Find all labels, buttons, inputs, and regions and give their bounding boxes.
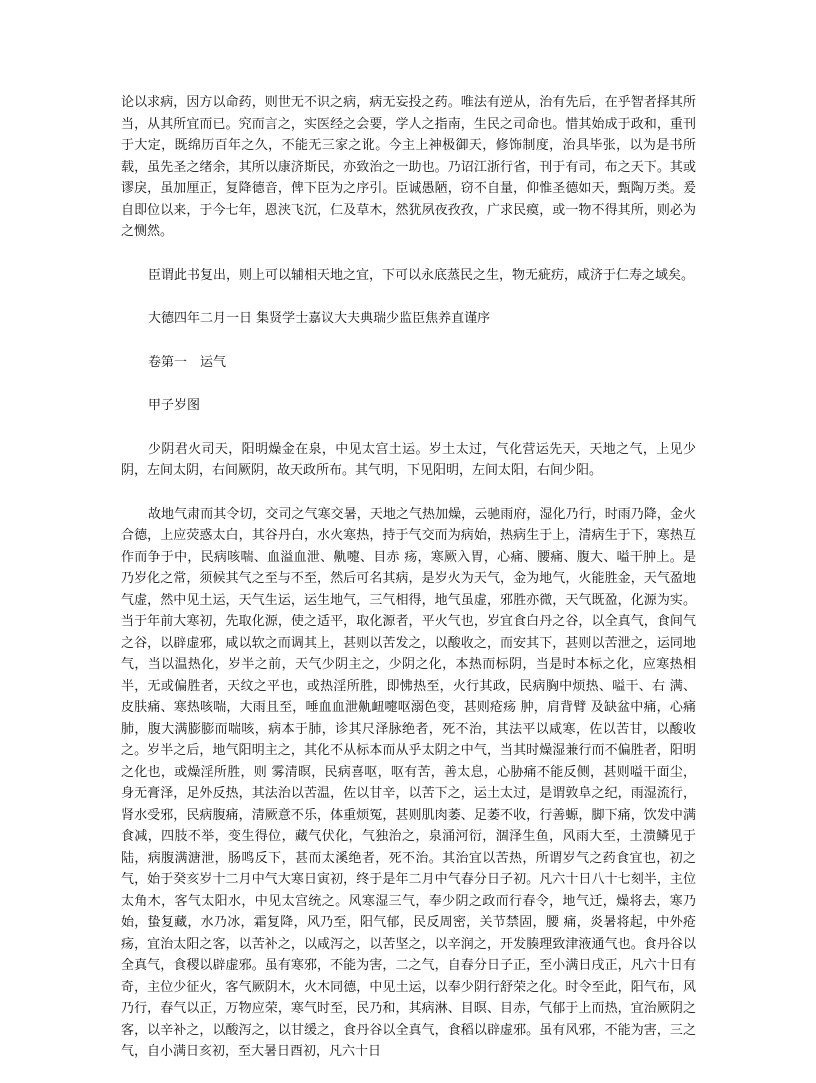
document-page bbox=[121, 92, 696, 1083]
preface-signature: 大德四年二月一日 集贤学士嘉议大夫典瑞少监臣焦养直谨序 bbox=[148, 311, 491, 326]
preface-conclusion: 臣谓此书复出，则上可以辅相天地之宜，下可以永底蒸民之生，物无疵疠，咸济于仁寿之域矣。 bbox=[148, 267, 695, 283]
body-paragraph-long: 故地气肃而其令切，交司之气寒交暑，天地之气热加燥，云驰雨府，湿化乃行，时雨乃降，金火合德，上应荧惑太白，其谷丹白，水火寒热，持于气交而为病始，热病生于上，清病生于下，寒热互作而争于中，民病咳喘、血溢血泄、鼽嚏、目赤 疡，寒厥入胃，心痛、腰痛、腹大、嗌干肿上。是乃岁化之常，须候其气之至与不至，然后可名其病，是岁火为天气，金为地气，火能胜金，天气盈地气虚，然中见土运，天气生运，运生地气，三气相得，地气虽虚，邪胜亦微，天气既盈，化源为实。当于年前大寒初，先取化源，使之适平，取化源者，平火气也，岁宜食白丹之谷，以全真气，食间气之谷，以辟虚邪，咸以软之而调其上，甚则以苦发之，以酸收之，而安其下，甚则以苦泄之，运同地气，当以温热化，岁半之前，天气少阴主之，少阴之化，本热而标阴，当是时本标之化，应寒热相半，无或偏胜者，天纹之平也，或热淫所胜，即怫热至，火行其政，民病胸中烦热、嗌干、右 满、皮肤痛、寒热咳喘，大雨且至，唾血血泄鼽衄嚏呕溺色变，甚则疮疡 肿，肩背臂 及缺盆中痛，心痛肺，腹大满膨膨而喘咳，病本于肺，诊其尺泽脉绝者，死不治，其法平以咸寒，佐以苦甘，以酸收之。岁半之后，地气阳明主之，其化不从标本而从乎太阴之中气，当其时燥湿兼行而不偏胜者，阳明之化也，或燥淫所胜，则 雾清暝，民病喜呕，呕有苦，善太息，心胁痛不能反侧，甚则嗌干面尘，身无膏泽，足外反热，其法治以苦温，佐以甘辛，以苦下之，运土太过，是谓敦阜之纪，雨湿流行，肾水受邪，民病腹痛，清厥意不乐，体重烦冤，甚则肌肉萎、足萎不收，行善螈，脚下痛，饮发中满食减，四肢不举，变生得位，藏气伏化，气独治之，泉涌河衍，涸泽生鱼，风雨大至，土溃鳞见于陆，病腹满溏泄，肠鸣反下，甚而太溪绝者，死不治。其治宜以苦热，所谓岁气之药食宜也，初之气，始于癸亥岁十二月中气大寒日寅初，终于是年二月中气春分日子初。凡六十日八十七刻半，主位太角木，客气太阳水，中见太宫统之。风寒湿三气，奉少阴之政而行春令，地气迁，燥将去，寒乃始，蛰复藏，水乃冰，霜复降，风乃至，阳气郁，民反周密，关节禁固，腰 痛，炎暑将起，中外疮疡，宜治太阳之客，以苦补之，以咸泻之，以苦坚之，以辛润之，开发腠理致津液通气也。食丹谷以全真气，食稷以辟虚邪。虽有寒邪，不能为害，二之气，自春分日子正，至小满日戌正，凡六十日有奇，主位少征火，客气厥阴木，火木同德，中见土运，以奉少阴行舒荣之化。时令至此，阳气布，风乃行，春气以正，万物应荣，寒气时至，民乃和，其病淋、目暝、目赤，气郁于上而热，宜治厥阴之客，以辛补之，以酸泻之，以甘缓之，食丹谷以全真气，食稻以辟虚邪。虽有风邪，不能为害，三之气，自小满日亥初，至大暑日酉初，凡六十日 bbox=[121, 506, 696, 1059]
body-paragraph: 少阴君火司天，阳明燥金在泉，中见太宫土运。岁土太过，气化营运先天，天地之气，上见少阴，左间太阴，右间厥阴，故天政所布。其气明，下见阳明，左间太阳，右间少阳。 bbox=[121, 441, 696, 478]
preface-paragraph: 论以求病，因方以命药，则世无不识之病，病无妄投之药。唯法有逆从，治有先后，在乎智者择其所当，从其所宜而已。究而言之，实医经之会要，学人之指南，生民之司命也。惜其始成于政和，重刊于大定，既绵历百年之久，不能无三家之讹。今主上神极御天，修饰制度，治具毕张，以为是书所载，虽先圣之绪余，其所以康济斯民，亦致治之一助也。乃诏江浙行省，刊于有司，布之天下。其或谬戾，虽加厘正，复降德音，俾下臣为之序引。臣诚愚陋，窃不自量，仰惟圣德如天，甄陶万类。爰自即位以来，于今七年，恩浃飞沉，仁及草木，然犹夙夜孜孜，广求民瘼，或一物不得其所，则必为之恻然。 bbox=[121, 95, 696, 239]
volume-heading: 卷第一 运气 bbox=[148, 354, 227, 370]
section-heading: 甲子岁图 bbox=[148, 398, 201, 413]
